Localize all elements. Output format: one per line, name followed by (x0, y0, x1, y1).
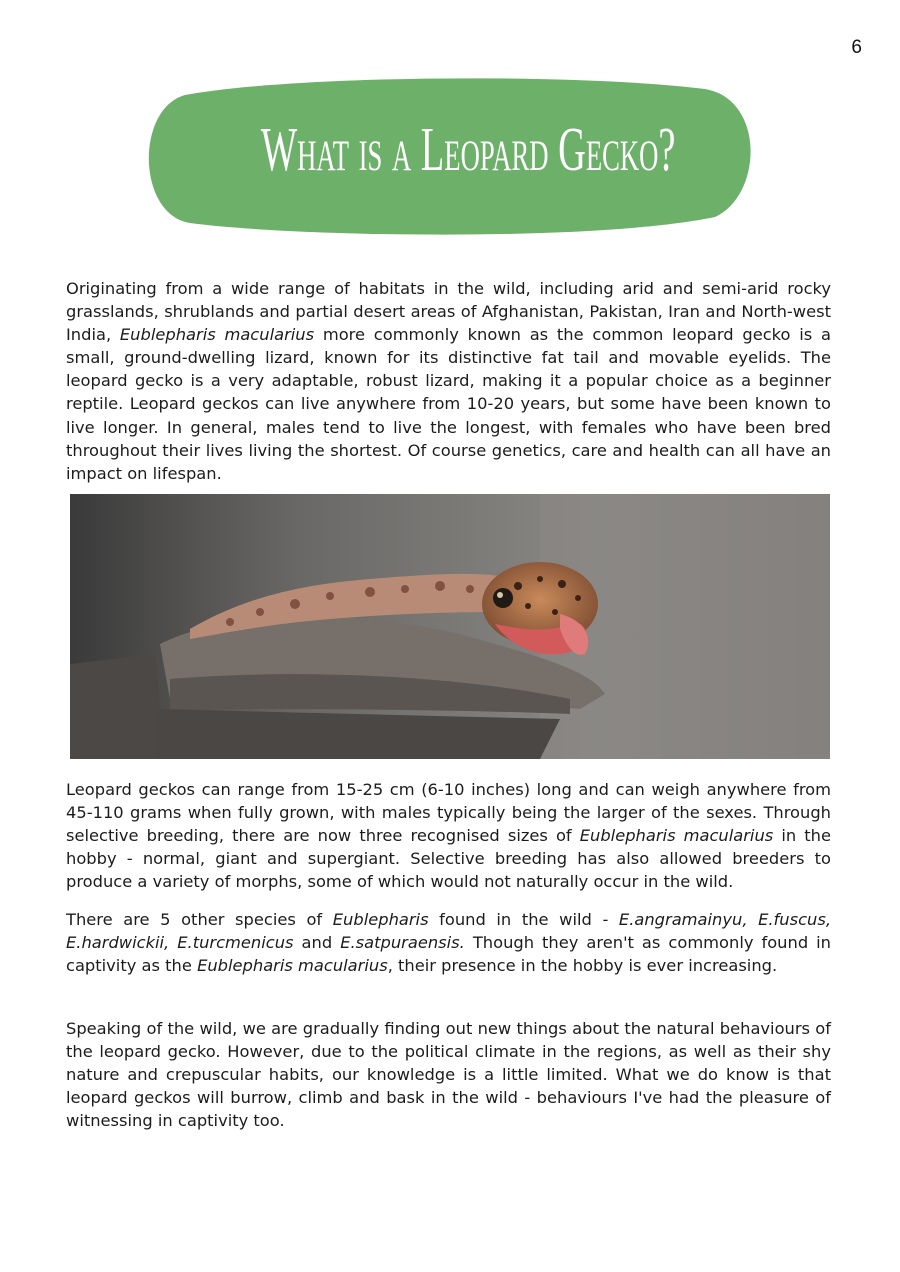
species-name-satpuraensis: E.satpuraensis. (340, 933, 465, 953)
paragraph-4-text-a: Speaking of the wild, we are gradually finding out new things about the natural behaviours of the leopard gecko. However, due to the political climate in the regions, as well as their shy nature and crepuscular habits, our knowledge is a little limited. What we do know is that leopard geckos will burrow, climb and bask in the wild - behaviours I've had the pleasure of witnessing in captivity too. (66, 1019, 831, 1131)
paragraph-3 (66, 908, 831, 977)
paragraph-2-text-a: Leopard geckos can range from 15-25 cm (6-10 inches) long and can weigh anywhere from 45-110 grams when fully grown, with males typically being the larger of the sexes. Through selective breeding, there are now three recognised sizes of (66, 780, 831, 846)
paragraph-1-text-a: Originating from a wide range of habitats in the wild, including arid and semi-arid rocky grasslands, shrublands and partial desert areas of Afghanistan, Pakistan, Iran and North-west India, (66, 279, 831, 345)
species-name: Eublepharis macularius (197, 956, 388, 976)
paragraph-3-text-i: , their presence in the hobby is ever increasing. (387, 956, 778, 976)
species-name: Eublepharis macularius (579, 826, 774, 846)
paragraph-2-text-c: in the hobby - normal, giant and supergiant. Selective breeding has also allowed breeders to produce a variety of morphs, some of which would not naturally occur in the wild. (66, 826, 831, 892)
page-number: 6 (851, 37, 862, 58)
paragraph-1 (66, 277, 831, 485)
paragraph-3-text-c: found in the wild - (428, 910, 619, 929)
genus-name: Eublepharis (332, 910, 429, 929)
leopard-gecko-photo (70, 494, 830, 759)
paragraph-3-text-e: and (293, 933, 341, 953)
paragraph-1-text-c: more commonly known as the common leopard gecko is a small, ground-dwelling lizard, known for its distinctive fat tail and movable eyelids. The leopard gecko is a very adaptable, robust lizard, making it a popular choice as a beginner reptile. Leopard geckos can live anywhere from 10-20 years, but some have been known to live longer. In general, males tend to live the longest, with females who have been bred throughout their lives living the shortest. Of course genetics, care and health can all have an impact on lifespan. (66, 325, 831, 483)
paragraph-3-text-a: There are 5 other species of (66, 910, 333, 929)
species-name: Eublepharis macularius (119, 325, 315, 345)
title-banner (145, 77, 755, 235)
paragraph-3-text-g: Though they aren't as commonly found in captivity as the (66, 933, 832, 976)
page-title: What is a Leopard Gecko? (260, 116, 676, 184)
paragraph-2 (66, 778, 831, 893)
species-list: E.angramainyu, E.fuscus, E.hardwickii, E.turcmenicus (66, 910, 832, 953)
paragraph-4 (66, 1017, 831, 1132)
